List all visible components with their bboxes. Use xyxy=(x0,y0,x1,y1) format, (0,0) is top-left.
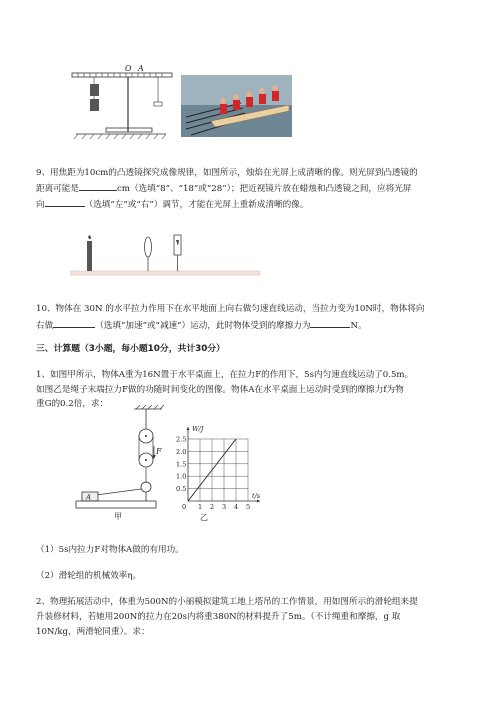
label-f: F xyxy=(156,447,162,456)
label-a: A xyxy=(86,493,92,502)
p1-line-2: 如图乙是绳子末端拉力F做的功随时间变化的图像。物体A在水平桌面上运动时受到的摩擦力f为物 xyxy=(36,385,404,395)
q9-line-3 xyxy=(36,197,308,211)
x-tick-label: 5 xyxy=(246,503,251,511)
x-tick-label: 2 xyxy=(210,503,215,511)
q9-line-2 xyxy=(36,181,411,195)
p1-sub-2: （2）滑轮组的机械效率η。 xyxy=(36,571,142,581)
x-tick-label: 4 xyxy=(234,503,239,511)
chart-caption: 乙 xyxy=(200,513,208,522)
x-axis-label: t/s xyxy=(252,492,261,500)
y-tick-label: 2.0 xyxy=(176,447,187,456)
y-tick-label: 1.0 xyxy=(176,472,187,481)
q9-line-1: 9、用焦距为10cm的凸透镜探究成像规律，如图所示，烛焰在光屏上成清晰的像。则光屏到凸透镜的 xyxy=(36,168,418,178)
q10-line-2 xyxy=(36,318,367,332)
lever-label-o: O xyxy=(125,64,132,73)
q10-line-2-pre: 右做 xyxy=(36,321,54,331)
q10-line-1: 10、物体在 30N 的水平拉力作用下在水平地面上向右做匀速直线运动，当拉力变为10N时，物体将向 xyxy=(36,304,425,314)
origin-label: 0 xyxy=(182,503,187,511)
q9-line-3-pre: 向 xyxy=(36,200,45,210)
lever-crane-figure xyxy=(66,62,176,144)
x-tick-label: 1 xyxy=(198,503,203,511)
y-tick-label: 1.5 xyxy=(176,460,187,469)
pulley-figure-jia xyxy=(74,403,166,523)
p2-line-2: 升装修材料，若她用200N的拉力在20s内将重380N的材料提升了5m。（不计绳重和摩擦，g 取 xyxy=(36,612,401,622)
q10-line-2-post: N。 xyxy=(350,321,367,331)
y-tick-label: 0.5 xyxy=(176,485,187,494)
q9-line-2-pre: 距离可能是 xyxy=(36,184,79,194)
y-axis-label: W/J xyxy=(192,425,204,433)
q9-blank-1[interactable] xyxy=(79,181,117,191)
p1-sub-1: （1）5s内拉力F对物体A做的有用功。 xyxy=(36,545,184,555)
section-3-title: 三、计算题（3小题，每小题10分，共计30分） xyxy=(36,344,225,354)
p1-line-3: 重G的0.2倍，求： xyxy=(36,399,109,409)
lever-label-a: A xyxy=(138,64,144,73)
q10-blank-2[interactable] xyxy=(310,318,350,328)
y-tick-label: 2.5 xyxy=(176,435,187,444)
x-tick-label: 3 xyxy=(222,503,227,511)
q9-line-2-post: cm（选填“8”、“18”或“28”）；把近视镜片放在蜡烛和凸透镜之间，应将光屏 xyxy=(116,184,412,194)
p2-line-1: 2、物理拓展活动中，体重为500N的小丽模拟建筑工地上塔吊的工作情景，用如图所示的滑轮组来提 xyxy=(36,597,418,607)
p2-line-3: 10N/kg，两滑轮同重）。求： xyxy=(36,627,150,637)
q10-blank-1[interactable] xyxy=(53,318,95,328)
optical-bench-figure xyxy=(70,230,262,280)
q9-blank-2[interactable] xyxy=(45,197,85,207)
q10-line-2-mid: （选填“加速”或“减速”）运动，此时物体受到的摩擦力为 xyxy=(95,321,311,331)
work-time-chart xyxy=(168,413,268,523)
q9-line-3-post: （选填“左”或“右”）调节，才能在光屏上重新成清晰的像。 xyxy=(84,200,309,210)
caption-jia: 甲 xyxy=(114,512,122,521)
p1-line-1: 1、如图甲所示，物体A重为16N置于水平桌面上，在拉力F的作用下，5s内匀速直线运动了0.5m。 xyxy=(36,370,414,380)
y-axis-arrow xyxy=(187,427,190,430)
rowing-team-photo xyxy=(181,75,292,137)
